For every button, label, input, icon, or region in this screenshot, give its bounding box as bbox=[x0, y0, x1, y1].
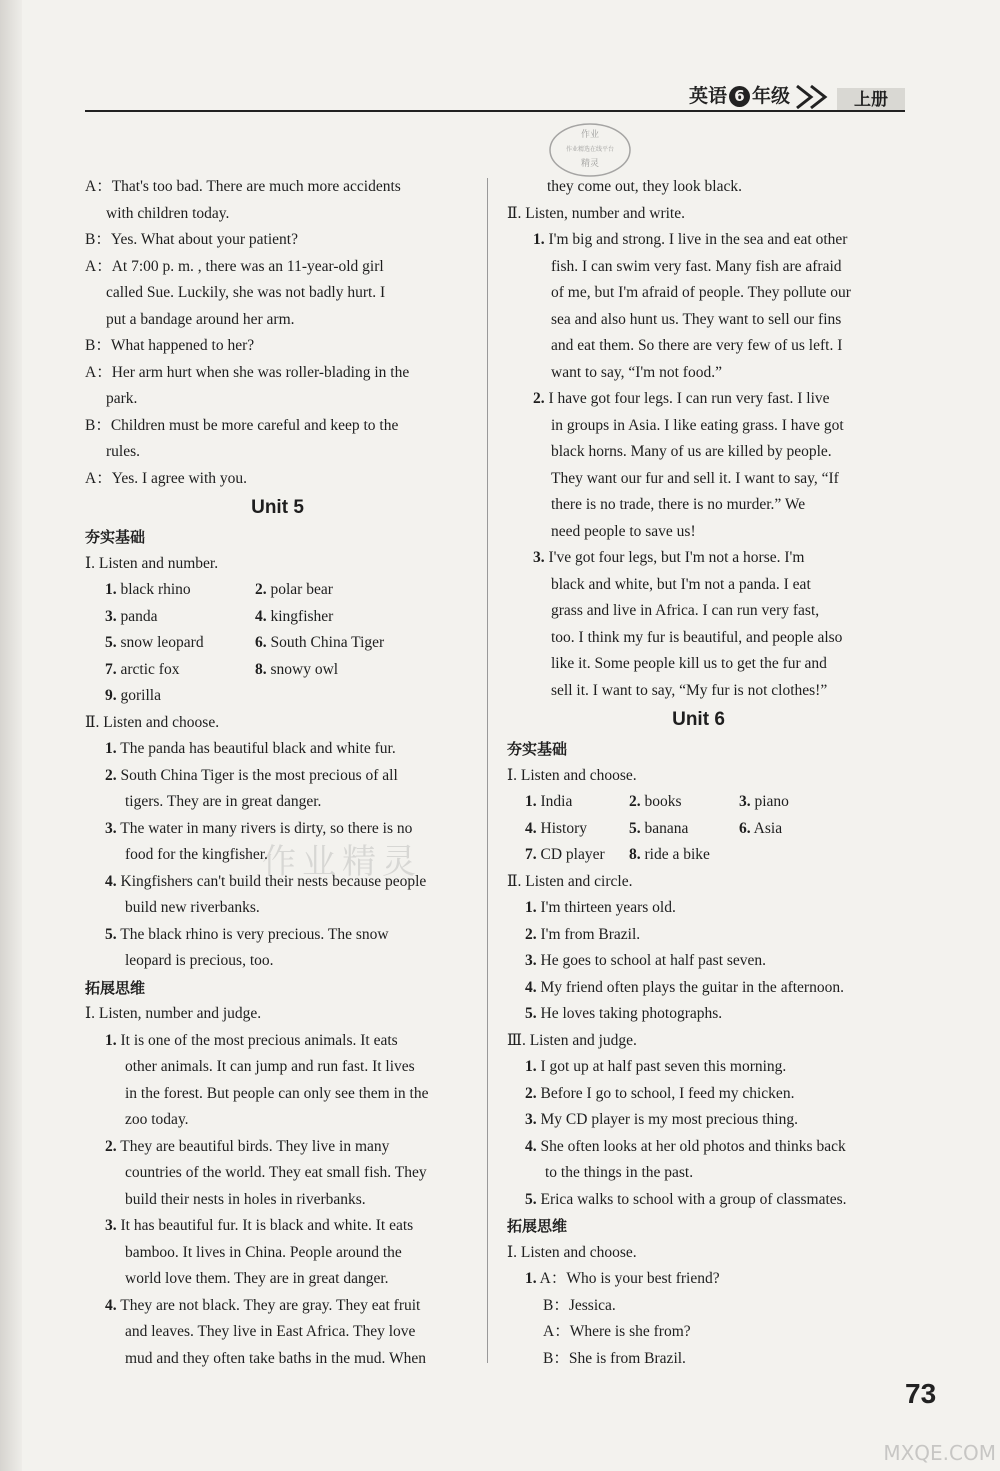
list-item-cont: sea and also hunt us. They want to sell our fins bbox=[551, 310, 842, 328]
list-item: 3. He goes to school at half past seven. bbox=[525, 952, 767, 969]
list-item-cont: and eat them. So there are very few of us left. I bbox=[551, 337, 843, 354]
list-item: 5. The black rhino is very precious. The snow bbox=[105, 925, 389, 943]
header-rule bbox=[85, 110, 905, 112]
section-heading: Ⅱ. Listen, number and write. bbox=[507, 204, 685, 222]
stamp-bottom-text: 精灵 bbox=[580, 159, 600, 169]
list-item-cont: zoo today. bbox=[125, 1111, 189, 1128]
list-item-cont: bamboo. It lives in China. People around the bbox=[125, 1243, 402, 1261]
list-item: 1. It is one of the most precious animals. It eats bbox=[105, 1031, 398, 1049]
book-spine-shadow bbox=[0, 0, 22, 1471]
list-item-cont: world love them. They are in great danger. bbox=[125, 1270, 389, 1287]
category-heading: 夯实基础 bbox=[507, 740, 568, 758]
list-item: 2. They are beautiful birds. They live in many bbox=[105, 1137, 390, 1155]
dialogue bbox=[85, 174, 470, 492]
dialogue-choose-items bbox=[507, 1266, 890, 1372]
list-item: 1. I got up at half past seven this morning. bbox=[525, 1058, 787, 1075]
list-item-cont: fish. I can swim very fast. Many fish are afraid bbox=[551, 257, 842, 275]
section-heading: Ⅱ. Listen and circle. bbox=[507, 872, 633, 890]
list-item-cont: black and white, but I'm not a panda. I eat bbox=[551, 575, 811, 593]
homework-stamp bbox=[545, 120, 635, 180]
list-item: 5. He loves taking photographs. bbox=[525, 1005, 723, 1022]
list-item-cont: countries of the world. They eat small fish. They bbox=[125, 1164, 427, 1181]
list-item-cont: tigers. They are in great danger. bbox=[125, 793, 322, 810]
option-row: 4. History 5. banana 6. Asia bbox=[525, 819, 783, 837]
section-heading: Ⅱ. Listen and choose. bbox=[85, 713, 220, 731]
list-item-cont: build new riverbanks. bbox=[125, 899, 260, 916]
option-row: 1. black rhino 2. polar bear bbox=[105, 581, 333, 598]
section-heading: Ⅰ. Listen and number. bbox=[85, 554, 219, 572]
left-column bbox=[85, 174, 470, 1372]
option-row: 7. arctic fox 8. snowy owl bbox=[105, 660, 339, 678]
dialogue-line: put a bandage around her arm. bbox=[106, 310, 295, 328]
list-item: 3. It has beautiful fur. It is black and white. It eats bbox=[105, 1217, 414, 1234]
watermark-site-text: MXQE.COM bbox=[883, 1441, 996, 1465]
list-item-cont: in groups in Asia. I like eating grass. I have got bbox=[551, 416, 844, 434]
category-heading: 拓展思维 bbox=[507, 1217, 568, 1235]
listen-judge-items bbox=[507, 1054, 890, 1213]
page-number: 73 bbox=[905, 1378, 937, 1409]
dialogue-line: park. bbox=[106, 390, 138, 407]
list-item: 2. South China Tiger is the most precious of all bbox=[105, 766, 398, 784]
list-item: 4. They are not black. They are gray. They eat fruit bbox=[105, 1296, 421, 1314]
section-heading: Ⅰ. Listen, number and judge. bbox=[85, 1005, 262, 1022]
list-item-cont: build their nests in holes in riverbanks. bbox=[125, 1190, 366, 1208]
list-item-cont: other animals. It can jump and run fast. It lives bbox=[125, 1058, 415, 1075]
list-item: 1. I'm big and strong. I live in the sea and eat other bbox=[533, 231, 848, 248]
list-item-cont: in the forest. But people can only see them in the bbox=[125, 1084, 429, 1102]
list-item: 4. Kingfishers can't build their nests because people bbox=[105, 872, 427, 890]
listen-number-options bbox=[85, 577, 470, 710]
header-title bbox=[689, 81, 790, 108]
grade-number-badge: 6 bbox=[729, 86, 750, 107]
list-item: 1. The panda has beautiful black and white fur. bbox=[105, 740, 396, 757]
listen-circle-items bbox=[507, 895, 890, 1028]
list-item-cont: A：Where is she from? bbox=[543, 1323, 691, 1340]
double-chevron-icon bbox=[793, 84, 835, 110]
dialogue-line: A：Her arm hurt when she was roller-blading in the bbox=[85, 363, 410, 381]
dialogue-line: B：Children must be more careful and keep to the bbox=[85, 416, 399, 434]
list-item: 2. I have got four legs. I can run very fast. I live bbox=[533, 390, 830, 407]
list-item-cont: food for the kingfisher. bbox=[125, 846, 268, 863]
dialogue-line: B：Yes. What about your patient? bbox=[85, 231, 298, 248]
listen-choose-options bbox=[507, 789, 890, 869]
list-item-cont: B：Jessica. bbox=[543, 1296, 616, 1314]
section-heading: Ⅰ. Listen and choose. bbox=[507, 766, 637, 784]
list-item-cont: leopard is precious, too. bbox=[125, 952, 274, 969]
listen-number-write-items bbox=[507, 227, 890, 704]
list-item-cont: of me, but I'm afraid of people. They pollute our bbox=[551, 284, 851, 301]
header-grade-suffix: 年级 bbox=[751, 85, 790, 107]
watermark-logo bbox=[800, 1360, 1000, 1471]
list-item-cont: mud and they often take baths in the mud. When bbox=[125, 1349, 427, 1367]
column-divider bbox=[487, 178, 488, 1363]
option-row: 7. CD player 8. ride a bike bbox=[525, 846, 710, 863]
stamp-top-text: 作业 bbox=[580, 130, 600, 140]
list-item: 3. I've got four legs, but I'm not a horse. I'm bbox=[533, 549, 805, 566]
list-item-cont: and leaves. They live in East Africa. They love bbox=[125, 1323, 416, 1340]
right-column bbox=[507, 174, 890, 1372]
list-item-cont: black horns. Many of us are killed by people. bbox=[551, 443, 832, 460]
list-item-cont: to the things in the past. bbox=[545, 1164, 694, 1181]
category-heading: 拓展思维 bbox=[85, 978, 146, 997]
option-row: 3. panda 4. kingfisher bbox=[105, 607, 334, 625]
unit-5-title: Unit 5 bbox=[251, 497, 304, 518]
section-heading: Ⅰ. Listen and choose. bbox=[507, 1243, 637, 1261]
list-item-cont: grass and live in Africa. I can run very fast, bbox=[551, 602, 820, 619]
list-item-cont: there is no trade, there is no murder.” We bbox=[551, 496, 806, 513]
watermark-middle: 作业精灵 bbox=[262, 842, 422, 882]
list-item: 2. I'm from Brazil. bbox=[525, 925, 641, 943]
list-item: 1. I'm thirteen years old. bbox=[525, 899, 676, 916]
continued-text: they come out, they look black. bbox=[547, 178, 742, 195]
dialogue-line: B：What happened to her? bbox=[85, 337, 255, 354]
section-heading: Ⅲ. Listen and judge. bbox=[507, 1031, 637, 1049]
list-item: 3. My CD player is my most precious thing. bbox=[525, 1111, 798, 1128]
list-item: 5. Erica walks to school with a group of classmates. bbox=[525, 1190, 847, 1208]
list-item-cont: like it. Some people kill us to get the fur and bbox=[551, 655, 827, 672]
stamp-middle-text: 作业精选在线平台 bbox=[565, 146, 615, 153]
category-heading: 夯实基础 bbox=[85, 528, 146, 546]
unit-6-title: Unit 6 bbox=[672, 709, 725, 730]
list-item-cont: sell it. I want to say, “My fur is not clothes!” bbox=[551, 681, 828, 699]
dialogue-line: rules. bbox=[106, 443, 141, 460]
dialogue-line: A：Yes. I agree with you. bbox=[85, 469, 248, 487]
list-item-cont: want to say, “I'm not food.” bbox=[551, 363, 722, 381]
header-subject: 英语 bbox=[688, 85, 727, 107]
dialogue-line: with children today. bbox=[106, 204, 230, 222]
list-item-cont: need people to save us! bbox=[551, 522, 696, 540]
header-volume: 上册 bbox=[837, 88, 905, 112]
dialogue-line: called Sue. Luckily, she was not badly hurt. I bbox=[106, 284, 386, 301]
list-item: 4. She often looks at her old photos and thinks back bbox=[525, 1137, 846, 1155]
list-item: 1. A：Who is your best friend? bbox=[525, 1270, 720, 1287]
listen-number-judge-items bbox=[85, 1028, 470, 1373]
option-row: 5. snow leopard 6. South China Tiger bbox=[105, 634, 385, 651]
page-header bbox=[85, 82, 905, 112]
option-row: 9. gorilla bbox=[105, 687, 161, 704]
list-item: 3. The water in many rivers is dirty, so there is no bbox=[105, 819, 413, 837]
option-row: 1. India 2. books 3. piano bbox=[525, 793, 789, 810]
listen-choose-items bbox=[85, 736, 470, 975]
list-item-cont: They want our fur and sell it. I want to say, “If bbox=[551, 469, 839, 487]
list-item-cont: B：She is from Brazil. bbox=[543, 1349, 686, 1367]
list-item-cont: too. I think my fur is beautiful, and people also bbox=[551, 628, 843, 646]
dialogue-line: A：At 7:00 p. m. , there was an 11-year-old girl bbox=[85, 257, 384, 275]
list-item: 2. Before I go to school, I feed my chicken. bbox=[525, 1084, 795, 1102]
dialogue-line: A：That's too bad. There are much more accidents bbox=[85, 178, 401, 195]
list-item: 4. My friend often plays the guitar in the afternoon. bbox=[525, 978, 844, 996]
